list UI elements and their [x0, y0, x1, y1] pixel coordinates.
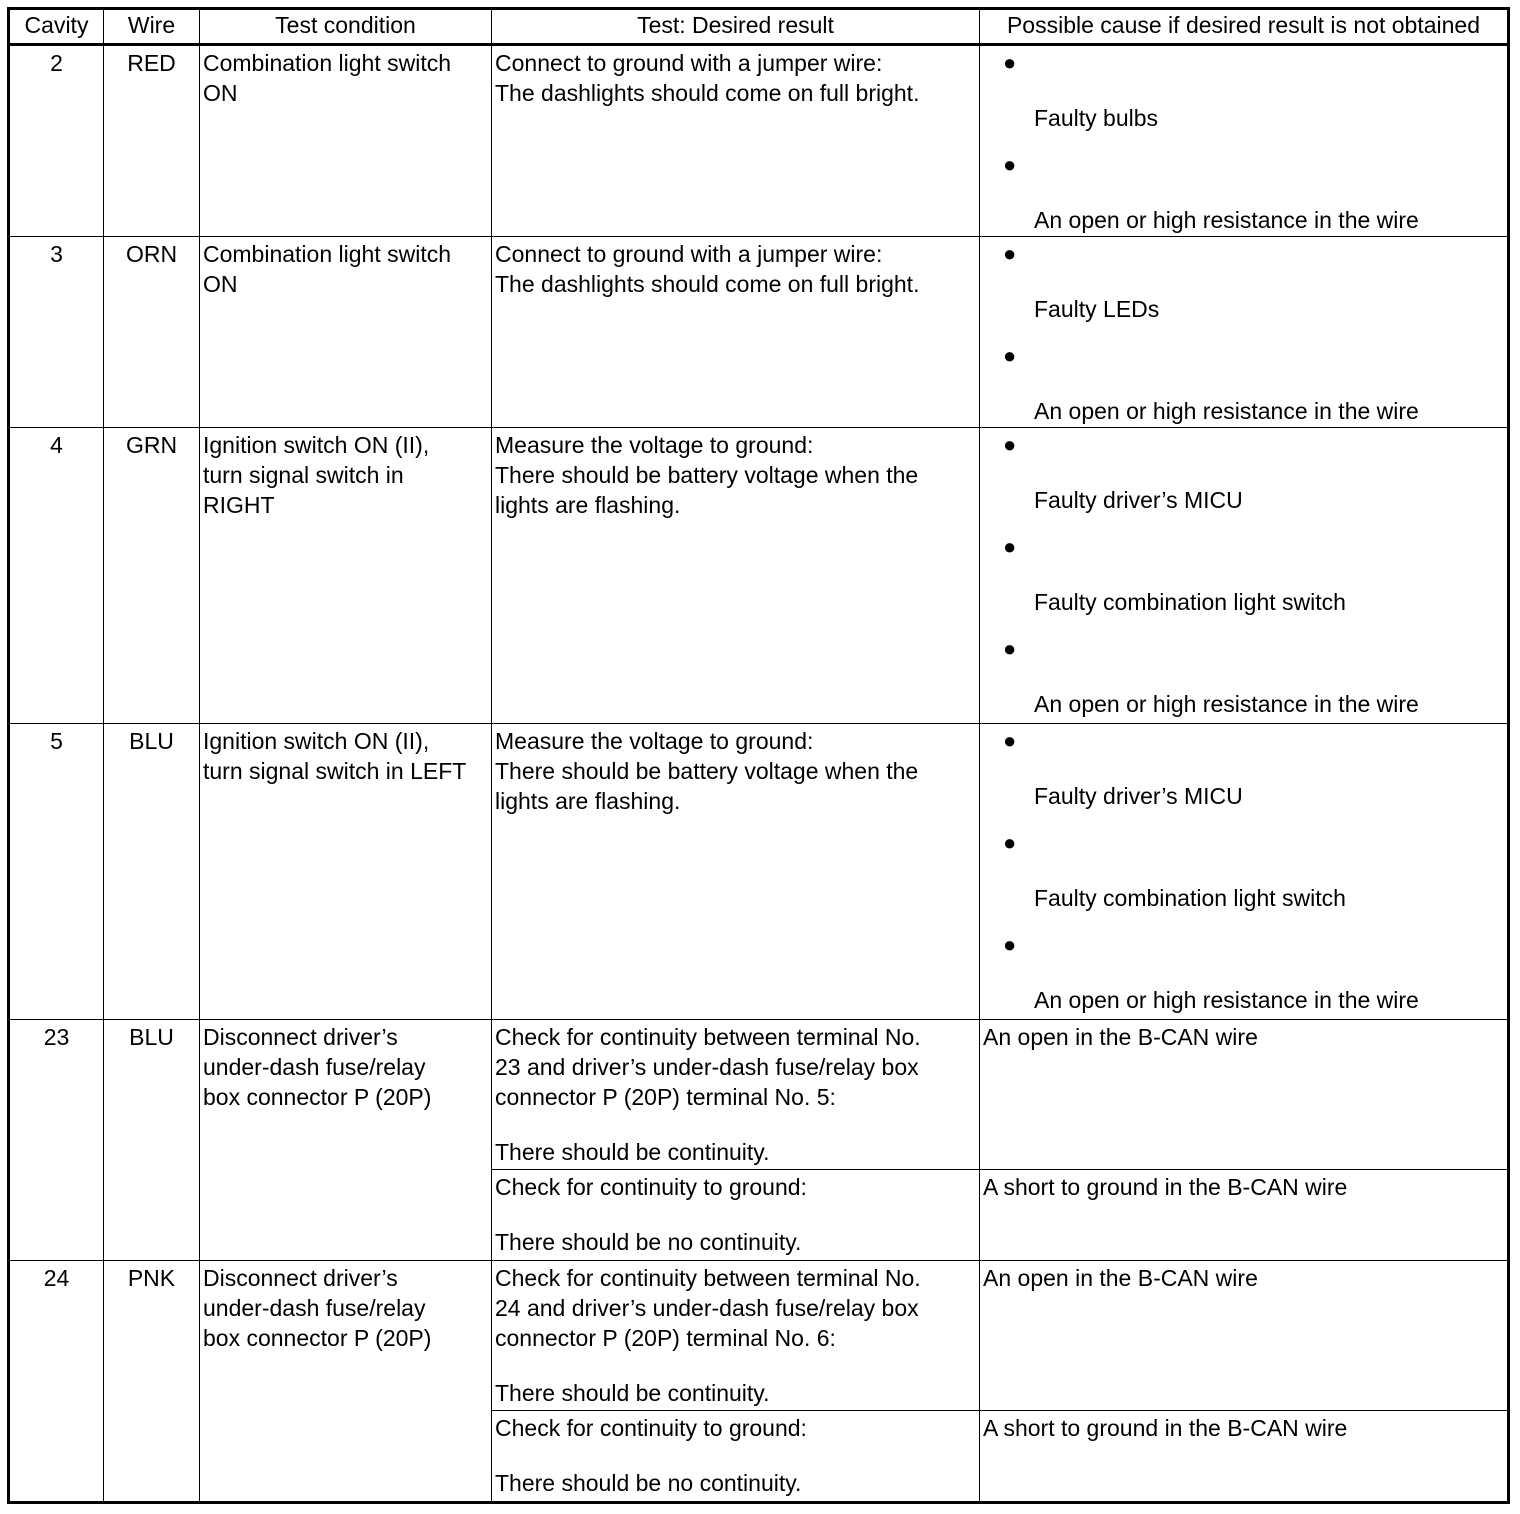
- result-line: The dashlights should come on full bright.: [495, 271, 920, 297]
- header-desired-result: Test: Desired result: [492, 9, 980, 45]
- result-cell: [492, 237, 980, 428]
- bullet-icon: ●: [1003, 343, 1017, 368]
- cavity-cell: 24: [9, 1261, 104, 1503]
- wire-cell: ORN: [104, 237, 200, 428]
- condition-line: RIGHT: [203, 492, 275, 518]
- cause-text: Faulty driver’s MICU: [1034, 487, 1243, 513]
- header-wire: Wire: [104, 9, 200, 45]
- cause-cell: [980, 428, 1509, 724]
- condition-line: Combination light switch: [203, 241, 452, 267]
- cause-cell: [980, 45, 1509, 237]
- bullet-icon: ●: [1003, 432, 1017, 457]
- cause-cell: [980, 237, 1509, 428]
- cause-text: An open or high resistance in the wire: [1034, 207, 1419, 233]
- condition-line: Disconnect driver’s: [203, 1265, 398, 1291]
- condition-cell: [200, 1020, 492, 1261]
- result-cell: [492, 45, 980, 237]
- condition-line: Ignition switch ON (II),: [203, 432, 430, 458]
- bullet-icon: ●: [1003, 241, 1017, 266]
- bullet-icon: ●: [1003, 636, 1017, 661]
- table-row: [9, 1020, 1509, 1170]
- condition-line: ON: [203, 271, 238, 297]
- result-line: Check for continuity between terminal No.: [495, 1024, 921, 1050]
- cause-text: Faulty combination light switch: [1034, 885, 1346, 911]
- cause-text: Faulty driver’s MICU: [1034, 783, 1243, 809]
- result-note: There should be no continuity.: [495, 1229, 802, 1255]
- cause-cell: [980, 1020, 1509, 1170]
- wire-cell: BLU: [104, 1020, 200, 1261]
- cause-text: A short to ground in the B-CAN wire: [983, 1174, 1348, 1200]
- wire-cell: PNK: [104, 1261, 200, 1503]
- condition-cell: [200, 428, 492, 724]
- cause-item: [983, 634, 1504, 719]
- header-cavity: Cavity: [9, 9, 104, 45]
- cavity-cell: 5: [9, 724, 104, 1020]
- condition-cell: [200, 45, 492, 237]
- header-test-condition: Test condition: [200, 9, 492, 45]
- bullet-icon: ●: [1003, 932, 1017, 957]
- result-line: There should be battery voltage when the: [495, 758, 919, 784]
- result-line: Connect to ground with a jumper wire:: [495, 50, 883, 76]
- cause-text: Faulty combination light switch: [1034, 589, 1346, 615]
- result-line: connector P (20P) terminal No. 6:: [495, 1325, 836, 1351]
- cause-item: [983, 726, 1504, 811]
- condition-line: under-dash fuse/relay: [203, 1054, 426, 1080]
- cause-text: Faulty bulbs: [1034, 105, 1159, 131]
- result-note: There should be continuity.: [495, 1139, 770, 1165]
- condition-line: box connector P (20P): [203, 1084, 432, 1110]
- condition-line: Combination light switch: [203, 50, 452, 76]
- cause-item: [983, 930, 1504, 1015]
- bullet-icon: ●: [1003, 50, 1017, 75]
- result-line: Connect to ground with a jumper wire:: [495, 241, 883, 267]
- condition-cell: [200, 1261, 492, 1503]
- result-line: 24 and driver’s under-dash fuse/relay box: [495, 1295, 919, 1321]
- cause-text: An open or high resistance in the wire: [1034, 987, 1419, 1013]
- wire-cell: BLU: [104, 724, 200, 1020]
- table-row: [9, 45, 1509, 237]
- cause-cell: [980, 1261, 1509, 1411]
- cavity-cell: 2: [9, 45, 104, 237]
- condition-line: Ignition switch ON (II),: [203, 728, 430, 754]
- result-line: lights are flashing.: [495, 492, 681, 518]
- result-note: There should be continuity.: [495, 1380, 770, 1406]
- result-note: There should be no continuity.: [495, 1470, 802, 1496]
- cause-text: An open in the B-CAN wire: [983, 1265, 1258, 1291]
- cause-item: [983, 532, 1504, 617]
- result-line: There should be battery voltage when the: [495, 462, 919, 488]
- result-cell: [492, 1261, 980, 1411]
- cause-item: [983, 48, 1504, 133]
- table-row: [9, 724, 1509, 1020]
- cause-cell: [980, 724, 1509, 1020]
- cause-text: A short to ground in the B-CAN wire: [983, 1415, 1348, 1441]
- result-line: 23 and driver’s under-dash fuse/relay box: [495, 1054, 919, 1080]
- header-possible-cause: Possible cause if desired result is not obtained: [980, 9, 1509, 45]
- result-cell: [492, 724, 980, 1020]
- result-cell: [492, 1020, 980, 1170]
- cause-item: [983, 239, 1504, 324]
- table-row: [9, 237, 1509, 428]
- cause-text: An open in the B-CAN wire: [983, 1024, 1258, 1050]
- cavity-cell: 3: [9, 237, 104, 428]
- condition-line: Disconnect driver’s: [203, 1024, 398, 1050]
- wire-cell: GRN: [104, 428, 200, 724]
- bullet-icon: ●: [1003, 830, 1017, 855]
- result-cell: [492, 1411, 980, 1503]
- table-row: [9, 1261, 1509, 1411]
- condition-cell: [200, 237, 492, 428]
- result-line: The dashlights should come on full bright.: [495, 80, 920, 106]
- bullet-icon: ●: [1003, 534, 1017, 559]
- result-line: Check for continuity between terminal No.: [495, 1265, 921, 1291]
- cause-item: [983, 341, 1504, 426]
- condition-line: box connector P (20P): [203, 1325, 432, 1351]
- condition-line: under-dash fuse/relay: [203, 1295, 426, 1321]
- bullet-icon: ●: [1003, 728, 1017, 753]
- condition-cell: [200, 724, 492, 1020]
- result-cell: [492, 1170, 980, 1261]
- cause-cell: [980, 1411, 1509, 1503]
- cause-text: An open or high resistance in the wire: [1034, 691, 1419, 717]
- cause-text: An open or high resistance in the wire: [1034, 398, 1419, 424]
- result-line: connector P (20P) terminal No. 5:: [495, 1084, 836, 1110]
- cavity-cell: 4: [9, 428, 104, 724]
- connector-test-table: [7, 7, 1510, 1504]
- cause-cell: [980, 1170, 1509, 1261]
- cause-item: [983, 430, 1504, 515]
- wire-cell: RED: [104, 45, 200, 237]
- cavity-cell: 23: [9, 1020, 104, 1261]
- header-row: [9, 9, 1509, 45]
- result-line: lights are flashing.: [495, 788, 681, 814]
- condition-line: turn signal switch in LEFT: [203, 758, 467, 784]
- result-line: Check for continuity to ground:: [495, 1415, 807, 1441]
- bullet-icon: ●: [1003, 152, 1017, 177]
- result-line: Check for continuity to ground:: [495, 1174, 807, 1200]
- condition-line: turn signal switch in: [203, 462, 404, 488]
- result-line: Measure the voltage to ground:: [495, 432, 814, 458]
- table-row: [9, 428, 1509, 724]
- result-cell: [492, 428, 980, 724]
- cause-text: Faulty LEDs: [1034, 296, 1160, 322]
- cause-item: [983, 150, 1504, 235]
- condition-line: ON: [203, 80, 238, 106]
- result-line: Measure the voltage to ground:: [495, 728, 814, 754]
- cause-item: [983, 828, 1504, 913]
